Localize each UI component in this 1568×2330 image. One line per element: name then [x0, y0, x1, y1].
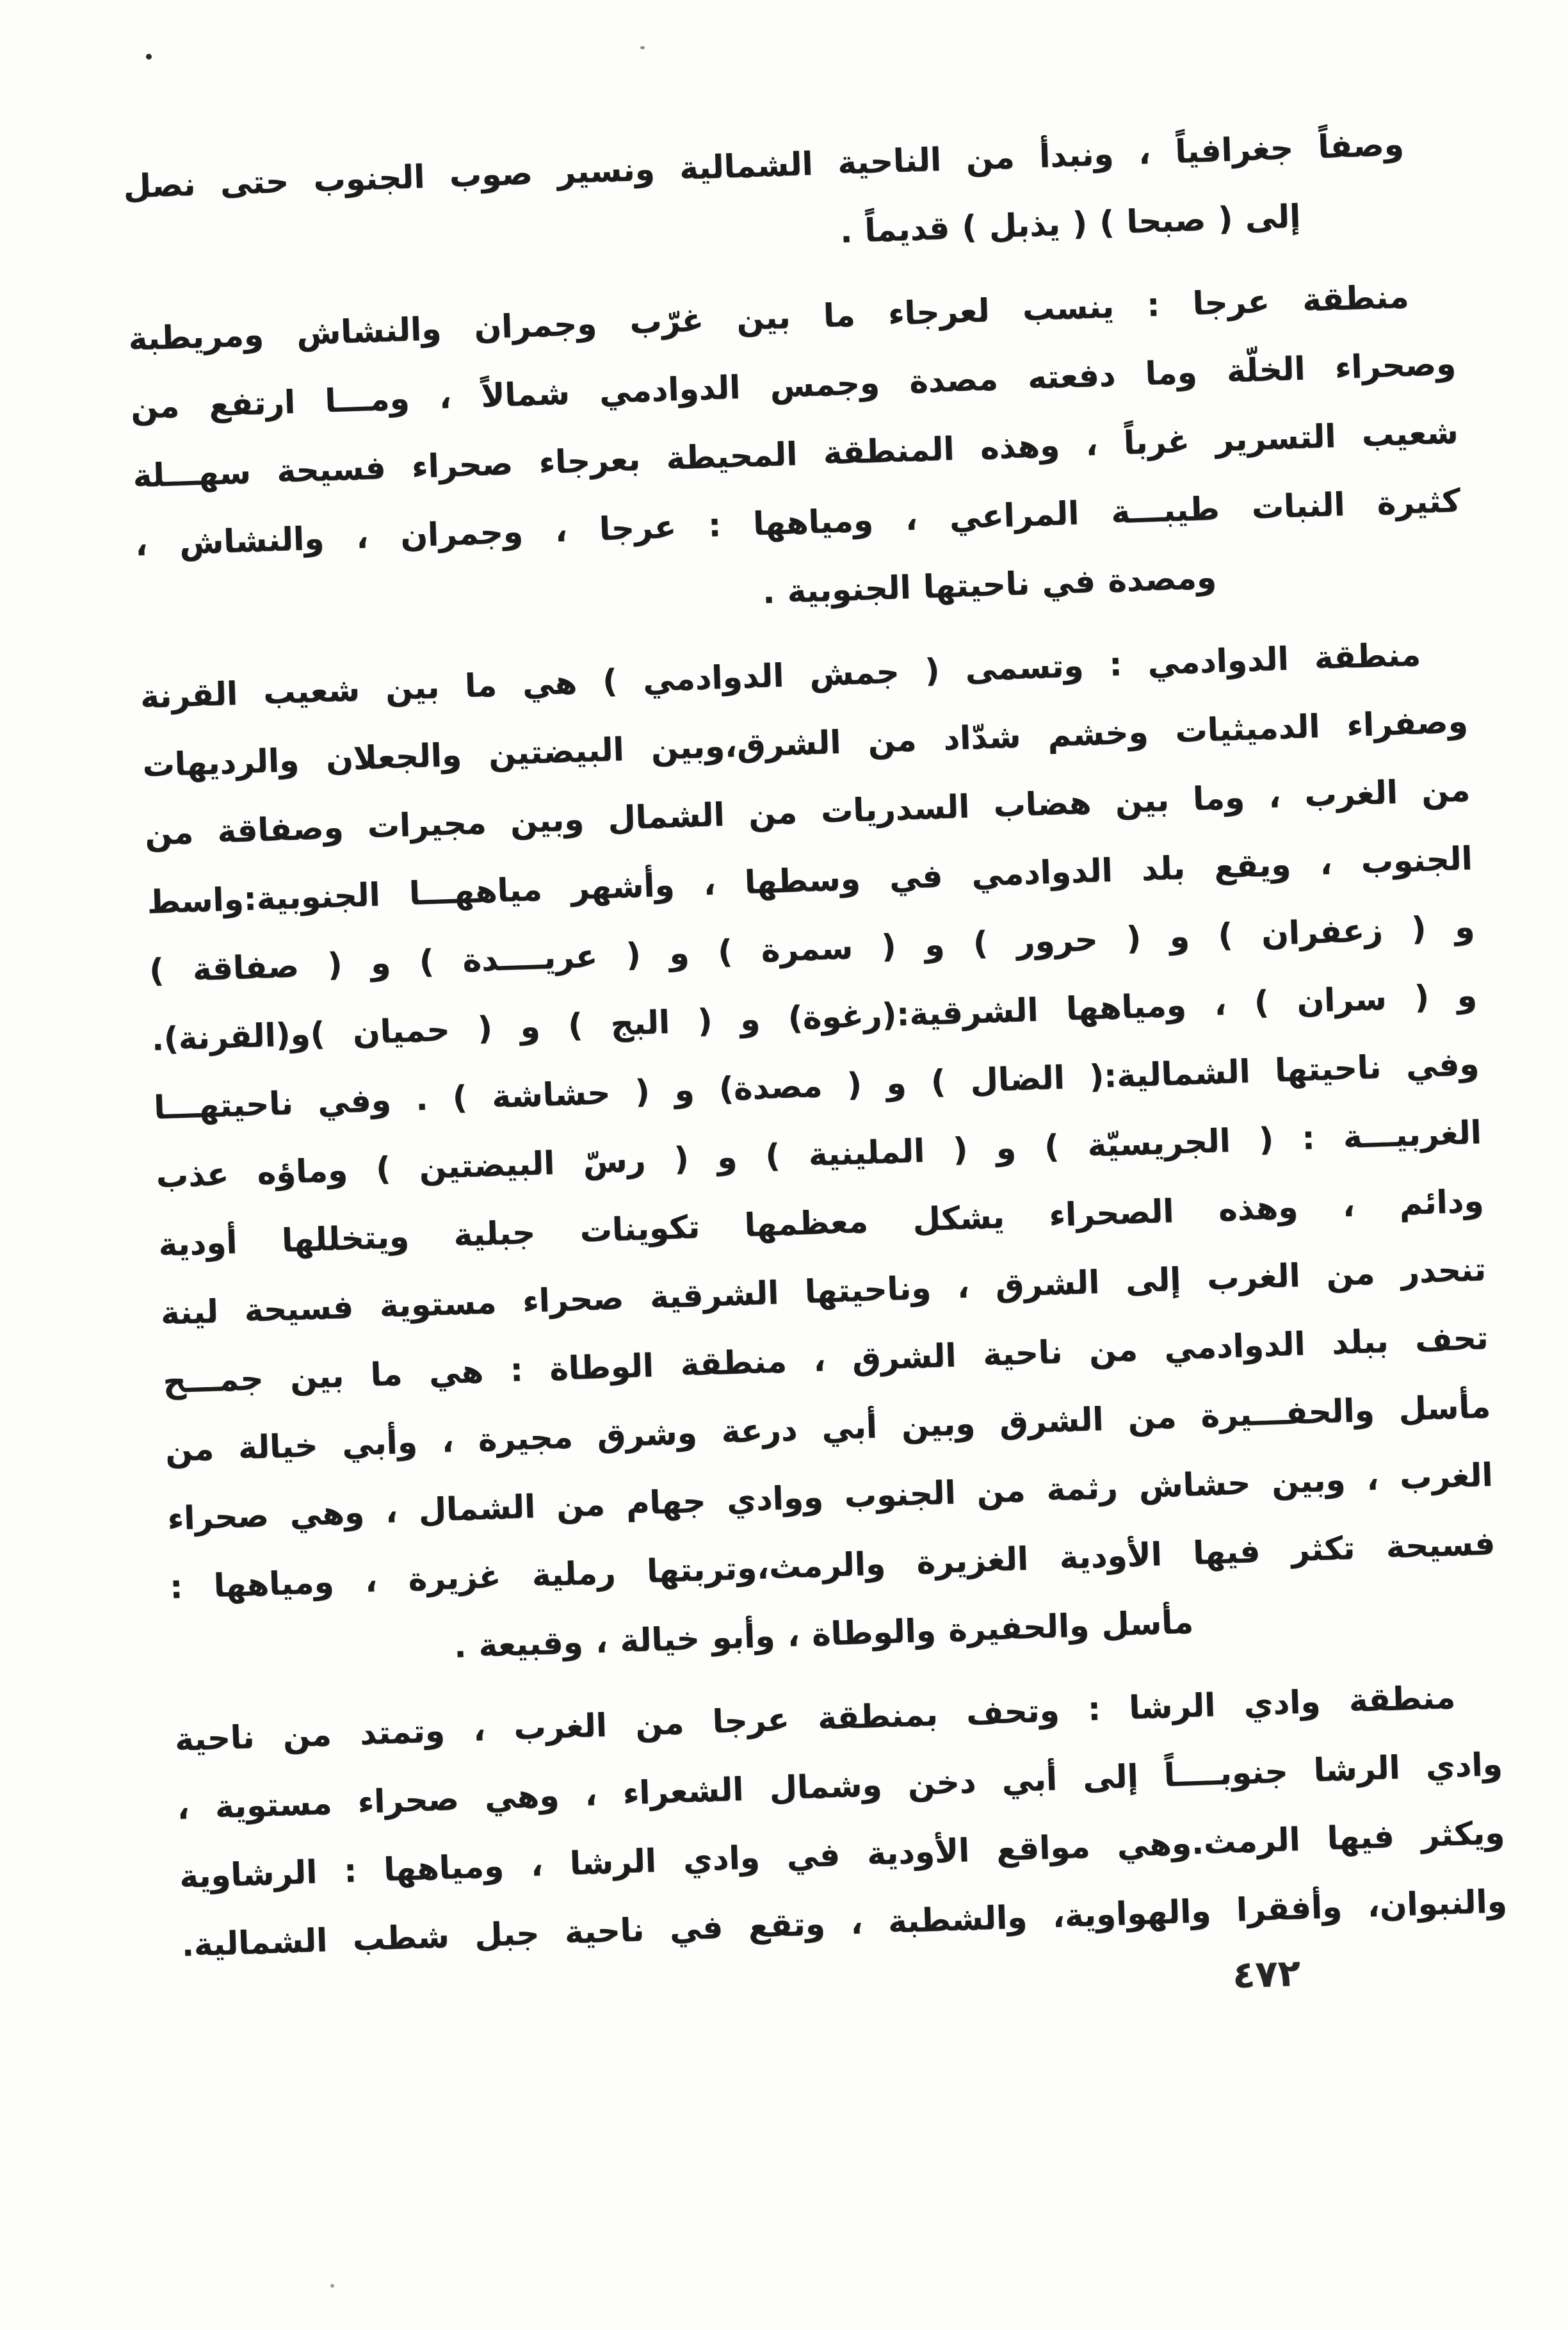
page-number: ٤٧٢: [1231, 1951, 1302, 1997]
paragraph: [174, 1661, 1508, 1979]
text-line: وصفاً جغرافياً ، ونبدأ من الناحية الشمالية ونسير صوب الجنوب حتى نصل: [122, 126, 1405, 206]
scan-speck: [146, 54, 152, 60]
text-line: الغربيـــة : ( الجريسيّة ) و ( الملينية ) و ( رسّ البيضتين ) وماؤه عذب: [155, 1113, 1482, 1195]
page-text-block: [122, 109, 1508, 1995]
scan-speck: [330, 2284, 334, 2288]
text-line: وصفراء الدميثيات وخشم شدّاد من الشرق،وبين البيضتين والجعلان والرديهات: [141, 703, 1469, 784]
text-line: ودائم ، وهذه الصحراء يشكل معظمها تكوينات جبلية ويتخللها أودية: [158, 1182, 1485, 1264]
scan-speck: [640, 46, 645, 49]
paragraph: [139, 619, 1498, 1690]
text-line: منطقة وادي الرشا : وتحف بمنطقة عرجا من الغرب ، وتمتد من ناحية: [174, 1678, 1456, 1759]
text-line: و ( سران ) ، ومياهها الشرقية:(رغوة) و ( البج ) و ( حميان )و(القرنة).: [150, 977, 1478, 1058]
text-line: الغرب ، وبين حشاش رثمة من الجنوب ووادي جهام من الشمال ، وهي صحراء: [166, 1456, 1494, 1538]
text-line: وصحراء الخلّة وما دفعته مصدة وجمس الدوادمي شمالاً ، ومـــا ارتفع من: [130, 345, 1457, 427]
paragraph: [127, 261, 1464, 648]
text-line: منطقة الدوادمي : وتسمى ( جمش الدوادمي ) هي ما بين شعيب القرنة: [140, 635, 1421, 715]
text-line: و ( زعفران ) و ( حرور ) و ( سمرة ) و ( عريــــدة ) و ( صفاقة ): [149, 908, 1476, 990]
text-line: والنبوان، وأفقرا والهواوية، والشطبة ، وتقع في ناحية جبل شطب الشمالية.: [181, 1882, 1508, 1964]
text-line: الجنوب ، ويقع بلد الدوادمي في وسطها ، وأشهر مياههـــا الجنوبية:واسط: [146, 840, 1473, 921]
text-line: منطقة عرجا : ينسب لعرجاء ما بين غرّب وجمران والنشاش ومريطبة: [127, 277, 1410, 358]
text-line: ويكثر فيها الرمث.وهي مواقع الأودية في وادي الرشا ، ومياهها : الرشاوية: [179, 1814, 1505, 1895]
text-line: كثيرة النبات طيبـــة المراعي ، ومياهها : عرجا ، وجمران ، والنشاش ،: [134, 482, 1461, 564]
text-line: ومصدة في ناحيتها الجنوبية .: [762, 558, 1217, 611]
text-line: إلى ( صبحا ) ( يذبل ) قديماً .: [839, 197, 1302, 250]
paragraph: [122, 109, 1452, 290]
text-line: من الغرب ، وما بين هضاب السدريات من الشمال وبين مجيرات وصفاقة من: [144, 771, 1471, 852]
text-line: فسيحة تكثر فيها الأودية الغزيرة والرمث،وتربتها رملية غزيرة ، ومياهها :: [169, 1524, 1496, 1606]
text-line: مأسل والحفيرة والوطاة ، وأبو خيالة ، وقبيعة .: [453, 1603, 1194, 1665]
text-line: شعيب التسرير غرباً ، وهذه المنطقة المحيطة بعرجاء صحراء فسيحة سهـــلة: [132, 413, 1459, 495]
text-line: تنحدر من الغرب إلى الشرق ، وناحيتها الشرقية صحراء مستوية فسيحة لينة: [160, 1250, 1487, 1332]
text-line: مأسل والحفـــيرة من الشرق وبين أبي درعة وشرق مجيرة ، وأبي خيالة من: [165, 1387, 1491, 1469]
text-line: وفي ناحيتها الشمالية:( الضال ) و ( مصدة) و ( حشاشة ) . وفي ناحيتهـــا: [153, 1045, 1480, 1127]
text-line: وادي الرشا جنوبــــاً إلى أبي دخن وشمال الشعراء ، وهي صحراء مستوية ،: [176, 1745, 1503, 1827]
text-line: تحف ببلد الدوادمي من ناحية الشرق ، منطقة الوطاة : هي ما بين جمـــح: [162, 1319, 1489, 1401]
